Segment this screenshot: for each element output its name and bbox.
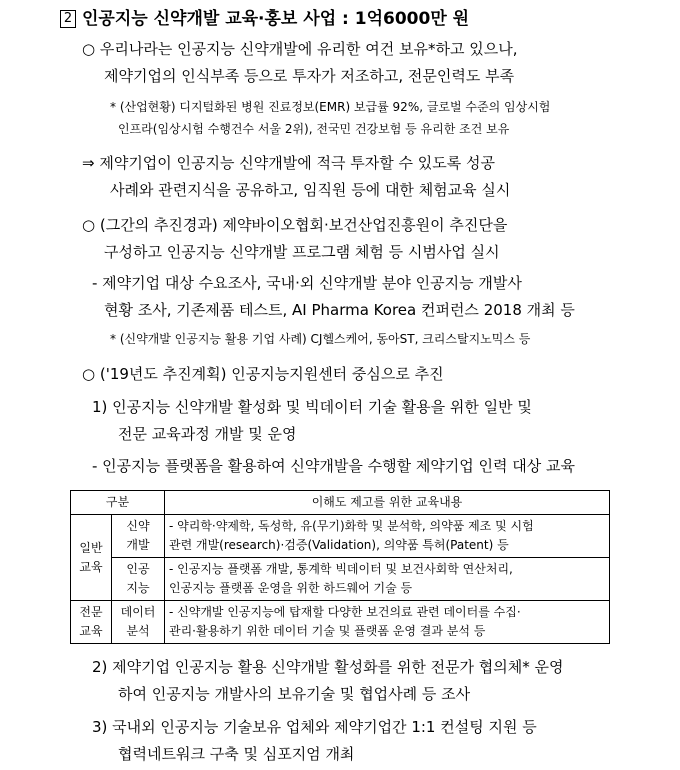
arrow-line: 사례와 관련지식을 공유하고, 임직원 등에 대한 체험교육 실시 bbox=[110, 181, 511, 199]
table-row bbox=[71, 558, 610, 601]
bullet-line: ○ 우리나라는 인공지능 신약개발에 유리한 여건 보유*하고 있으나, bbox=[82, 40, 518, 58]
table-group-expert: 전문 교육 bbox=[71, 601, 112, 644]
table-header-content: 이해도 제고를 위한 교육내용 bbox=[165, 491, 610, 515]
numbered-line: 전문 교육과정 개발 및 운영 bbox=[118, 425, 297, 443]
dash-line: - 인공지능 플랫폼을 활용하여 신약개발을 수행할 제약기업 인력 대상 교육 bbox=[92, 457, 576, 475]
table-subcategory: 인공 지능 bbox=[112, 558, 165, 601]
arrow-line: ⇒ 제약기업이 인공지능 신약개발에 적극 투자할 수 있도록 성공 bbox=[82, 154, 495, 172]
dash-line: 현황 조사, 기존제품 테스트, AI Pharma Korea 컨퍼런스 2018 개최 등 bbox=[104, 301, 575, 319]
table-row bbox=[71, 601, 610, 644]
table-header-category: 구분 bbox=[71, 491, 165, 515]
note-line: * (신약개발 인공지능 활용 기업 사례) CJ헬스케어, 동아ST, 크리스탈지노믹스 등 bbox=[110, 332, 531, 346]
note-line: 인프라(임상시험 수행건수 서울 2위), 전국민 건강보험 등 유리한 조건 보유 bbox=[118, 122, 510, 136]
bullet-line: ○ ('19년도 추진계획) 인공지능지원센터 중심으로 추진 bbox=[82, 365, 444, 383]
note-line: * (산업현황) 디지털화된 병원 진료정보(EMR) 보급률 92%, 글로벌 수준의 임상시험 bbox=[110, 100, 551, 114]
table-subcategory: 신약 개발 bbox=[112, 515, 165, 558]
section-heading bbox=[60, 4, 469, 29]
dash-line: - 제약기업 대상 수요조사, 국내·외 신약개발 분야 인공지능 개발사 bbox=[92, 274, 522, 292]
education-table bbox=[70, 490, 610, 644]
table-row bbox=[71, 515, 610, 558]
numbered-line: 협력네트워크 구축 및 심포지엄 개최 bbox=[118, 745, 355, 763]
bullet-line: 제약기업의 인식부족 등으로 투자가 저조하고, 전문인력도 부족 bbox=[104, 67, 515, 85]
section-title: 인공지능 신약개발 교육·홍보 사업 : 1억6000만 원 bbox=[82, 9, 470, 29]
table-header-row bbox=[71, 491, 610, 515]
numbered-line: 하여 인공지능 개발사의 보유기술 및 협업사례 등 조사 bbox=[118, 685, 471, 703]
numbered-line: 3) 국내외 인공지능 기술보유 업체와 제약기업간 1:1 컨설팅 지원 등 bbox=[92, 718, 537, 736]
table-content: - 약리학·약제학, 독성학, 유(무기)화학 및 분석학, 의약품 제조 및 시험 관련 개발(research)·검증(Validation), 의약품 특허(Patent) 등 bbox=[165, 515, 610, 558]
numbered-line: 2) 제약기업 인공지능 활용 신약개발 활성화를 위한 전문가 협의체* 운영 bbox=[92, 658, 564, 676]
numbered-line: 1) 인공지능 신약개발 활성화 및 빅데이터 기술 활용을 위한 일반 및 bbox=[92, 398, 532, 416]
table-content: - 인공지능 플랫폼 개발, 통계학 빅데이터 및 보건사회학 연산처리, 인공지능 플랫폼 운영을 위한 하드웨어 기술 등 bbox=[165, 558, 610, 601]
table-content: - 신약개발 인공지능에 탑재할 다양한 보건의료 관련 데이터를 수집· 관리·활용하기 위한 데이터 기술 및 플랫폼 운영 결과 분석 등 bbox=[165, 601, 610, 644]
section-number: 2 bbox=[60, 10, 76, 28]
table-group-general: 일반 교육 bbox=[71, 515, 112, 601]
bullet-line: 구성하고 인공지능 신약개발 프로그램 체험 등 시범사업 실시 bbox=[104, 243, 500, 261]
table-subcategory: 데이터 분석 bbox=[112, 601, 165, 644]
bullet-line: ○ (그간의 추진경과) 제약바이오협회·보건산업진흥원이 추진단을 bbox=[82, 216, 508, 234]
